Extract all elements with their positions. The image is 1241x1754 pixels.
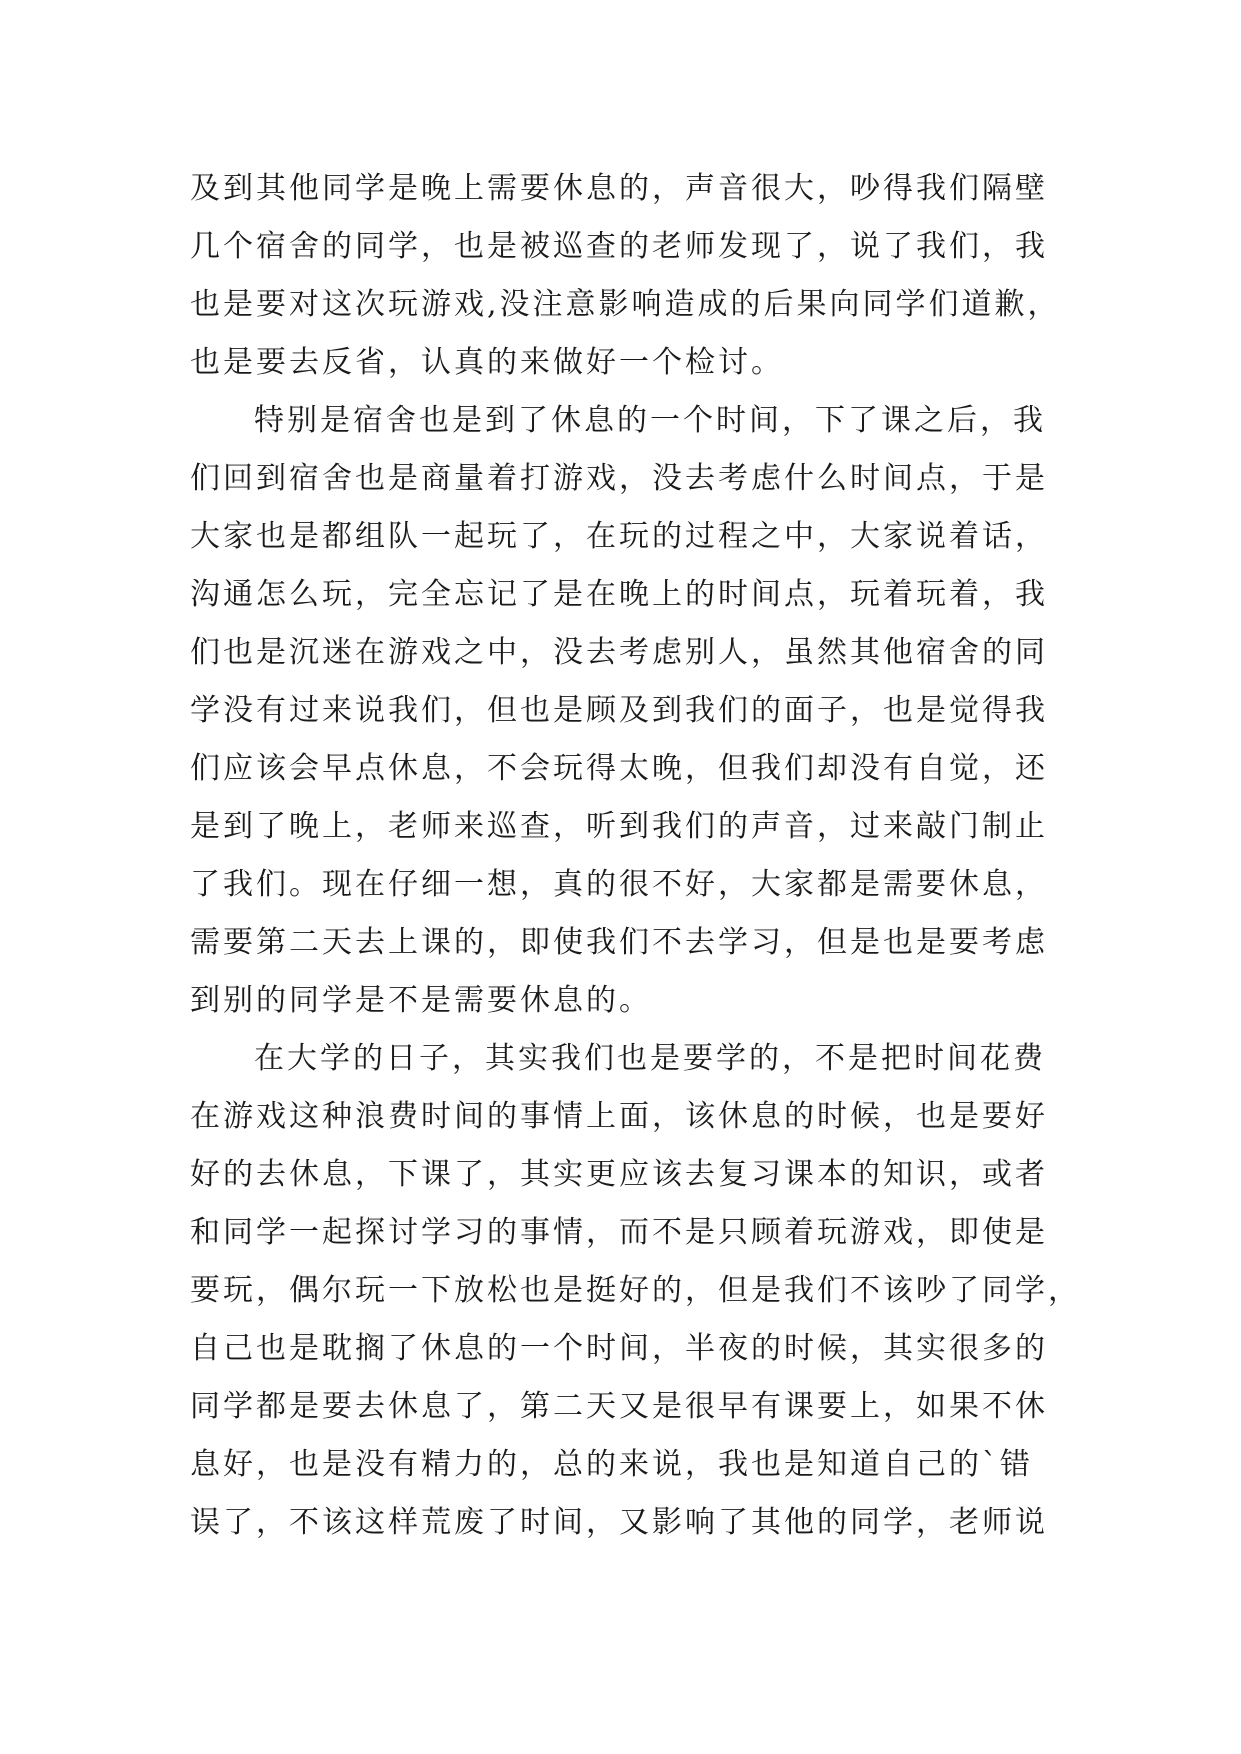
- text-line: 们应该会早点休息，不会玩得太晚，但我们却没有自觉，还: [190, 751, 1048, 786]
- text-line: 到别的同学是不是需要休息的。: [190, 983, 652, 1018]
- text-line: 是到了晚上，老师来巡查，听到我们的声音，过来敲门制止: [190, 809, 1048, 844]
- text-line: 误了，不该这样荒废了时间，又影响了其他的同学，老师说: [190, 1505, 1048, 1540]
- paragraph-start-line: 特别是宿舍也是到了休息的一个时间，下了课之后，我: [254, 403, 1046, 438]
- text-line: 也是要对这次玩游戏,没注意影响造成的后果向同学们道歉，: [190, 287, 1061, 322]
- paragraph-start-line: 在大学的日子，其实我们也是要学的，不是把时间花费: [254, 1041, 1046, 1076]
- text-line: 自己也是耽搁了休息的一个时间，半夜的时候，其实很多的: [190, 1331, 1048, 1366]
- text-line: 好的去休息，下课了，其实更应该去复习课本的知识，或者: [190, 1157, 1048, 1192]
- text-line: 在游戏这种浪费时间的事情上面，该休息的时候，也是要好: [190, 1099, 1048, 1134]
- text-line: 和同学一起探讨学习的事情，而不是只顾着玩游戏，即使是: [190, 1215, 1048, 1250]
- text-line: 们回到宿舍也是商量着打游戏，没去考虑什么时间点，于是: [190, 461, 1048, 496]
- text-line: 息好，也是没有精力的，总的来说，我也是知道自己的`错: [190, 1447, 1033, 1482]
- text-line: 们也是沉迷在游戏之中，没去考虑别人，虽然其他宿舍的同: [190, 635, 1048, 670]
- text-line: 也是要去反省，认真的来做好一个检讨。: [190, 345, 784, 380]
- text-line: 学没有过来说我们，但也是顾及到我们的面子，也是觉得我: [190, 693, 1048, 728]
- text-line: 沟通怎么玩，完全忘记了是在晚上的时间点，玩着玩着，我: [190, 577, 1048, 612]
- text-line: 几个宿舍的同学，也是被巡查的老师发现了，说了我们，我: [190, 229, 1048, 264]
- document-body: [190, 160, 1090, 1552]
- text-line: 要玩，偶尔玩一下放松也是挺好的，但是我们不该吵了同学，: [190, 1273, 1081, 1308]
- text-line: 需要第二天去上课的，即使我们不去学习，但是也是要考虑: [190, 925, 1048, 960]
- text-line: 大家也是都组队一起玩了，在玩的过程之中，大家说着话，: [190, 519, 1048, 554]
- text-line: 同学都是要去休息了，第二天又是很早有课要上，如果不休: [190, 1389, 1048, 1424]
- text-line: 及到其他同学是晚上需要休息的，声音很大，吵得我们隔壁: [190, 171, 1048, 206]
- text-line: 了我们。现在仔细一想，真的很不好，大家都是需要休息，: [190, 867, 1048, 902]
